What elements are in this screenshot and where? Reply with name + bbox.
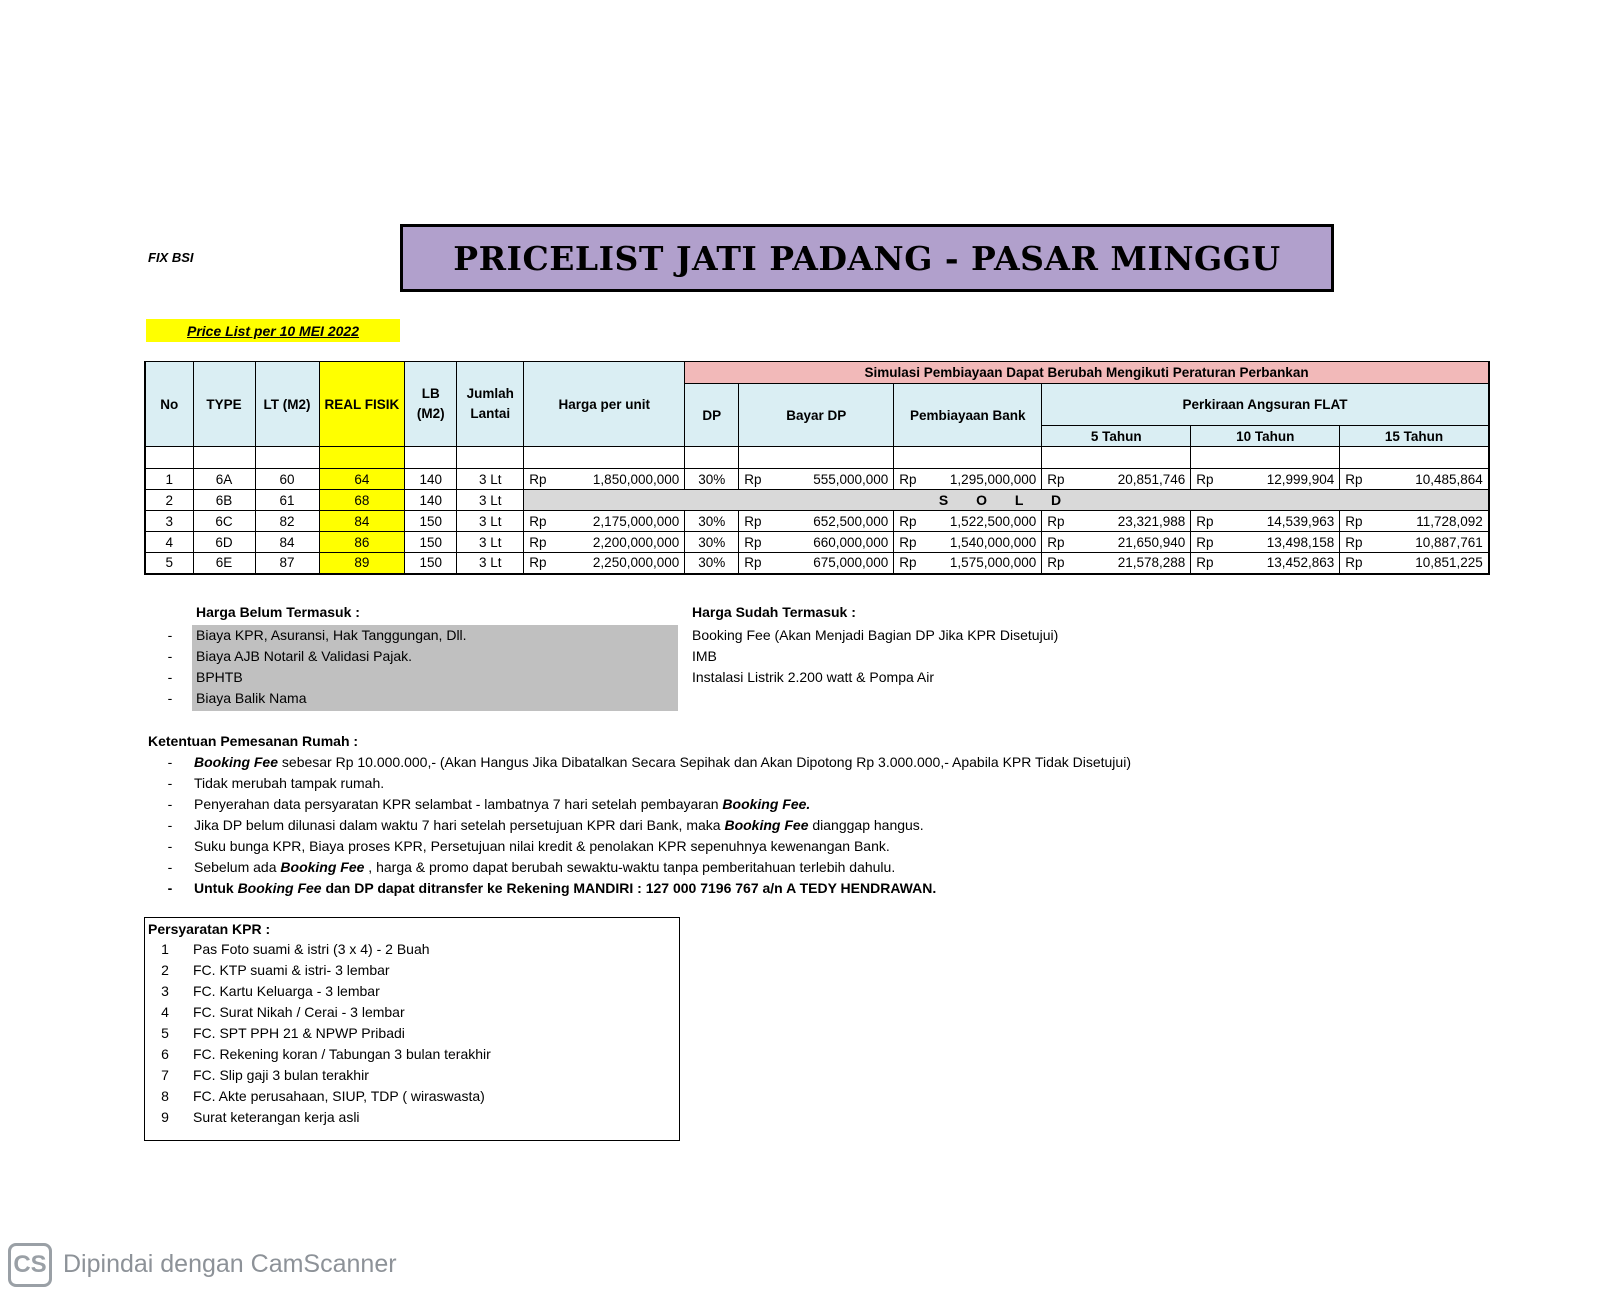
ketentuan-item: - Sebelum ada Booking Fee , harga & promo dapat berubah sewaktu-waktu tanpa pemberitahuan terlebih dahulu. [167,859,896,875]
currency-label: Rp [899,471,917,487]
cell-lt: 82 [255,511,319,532]
fix-bsi-label: FIX BSI [148,250,194,265]
header-type: TYPE [193,362,255,447]
currency-label: Rp [1047,471,1065,487]
amount-value: 13,452,863 [1266,555,1335,571]
currency-label: Rp [1196,555,1214,571]
header-5-tahun: 5 Tahun [1042,426,1191,447]
cell-lt: 60 [255,469,319,490]
cell-real-fisik: 64 [319,469,405,490]
ketentuan-item: - Tidak merubah tampak rumah. [167,775,385,791]
amount-value: 1,295,000,000 [949,471,1037,487]
persyaratan-title: Persyaratan KPR : [148,921,271,937]
currency-label: Rp [529,471,547,487]
harga-sudah-item: Instalasi Listrik 2.200 watt & Pompa Air [692,669,934,685]
cell-harga [524,532,685,553]
cell-jumlah-lantai: 3 Lt [457,553,524,574]
cell-angsuran-15 [1340,553,1489,574]
currency-label: Rp [1196,513,1214,529]
ketentuan-item: - Jika DP belum dilunasi dalam waktu 7 hari setelah persetujuan KPR dari Bank, maka Booking Fee dianggap hangus. [167,817,924,833]
cell-lt: 84 [255,532,319,553]
ketentuan-title: Ketentuan Pemesanan Rumah : [148,733,359,749]
persyaratan-item: 5 FC. SPT PPH 21 & NPWP Pribadi [161,1025,405,1041]
harga-belum-title: Harga Belum Termasuk : [196,604,360,620]
amount-value: 13,498,158 [1266,534,1335,550]
currency-label: Rp [744,471,762,487]
currency-label: Rp [1196,534,1214,550]
persyaratan-item: 9 Surat keterangan kerja asli [161,1109,360,1125]
currency-label: Rp [1345,534,1363,550]
cell-type: 6E [193,553,255,574]
cell-real-fisik: 68 [319,490,405,511]
cell-real-fisik: 86 [319,532,405,553]
cell-bayar-dp [739,469,894,490]
currency-label: Rp [899,555,917,571]
cell-angsuran-5 [1042,511,1191,532]
cell-bayar-dp [739,553,894,574]
header-angsuran: Perkiraan Angsuran FLAT [1042,384,1489,426]
cell-angsuran-5 [1042,553,1191,574]
camscanner-logo: CS [8,1243,52,1287]
table-row [145,511,1489,532]
amount-value: 660,000,000 [813,534,889,550]
cell-dp: 30% [685,469,739,490]
currency-label: Rp [899,534,917,550]
amount-value: 2,175,000,000 [592,513,680,529]
harga-belum-item: - Biaya AJB Notaril & Validasi Pajak. [167,648,413,664]
currency-label: Rp [1047,534,1065,550]
currency-label: Rp [1047,513,1065,529]
ketentuan-item: - Penyerahan data persyaratan KPR selambat - lambatnya 7 hari setelah pembayaran Booking Fee. [167,796,811,812]
cell-jumlah-lantai: 3 Lt [457,469,524,490]
header-lb: LB (M2) [405,362,457,447]
header-15-tahun: 15 Tahun [1340,426,1489,447]
cell-lt: 87 [255,553,319,574]
amount-value: 10,851,225 [1415,555,1483,571]
amount-value: 2,200,000,000 [592,534,680,550]
amount-value: 21,650,940 [1117,534,1186,550]
cell-jumlah-lantai: 3 Lt [457,490,524,511]
cell-angsuran-15 [1340,469,1489,490]
harga-sudah-item: Booking Fee (Akan Menjadi Bagian DP Jika KPR Disetujui) [692,627,1059,643]
cell-angsuran-15 [1340,532,1489,553]
cell-pembiayaan-bank [894,532,1042,553]
cell-pembiayaan-bank [894,511,1042,532]
amount-value: 14,539,963 [1266,513,1335,529]
cell-no: 5 [145,553,193,574]
page-title: PRICELIST JATI PADANG - PASAR MINGGU [453,238,1281,278]
currency-label: Rp [529,555,547,571]
header-jumlah-lantai: Jumlah Lantai [457,362,524,447]
amount-value: 10,485,864 [1415,471,1483,487]
cell-harga [524,469,685,490]
header-lt: LT (M2) [255,362,319,447]
table-row [145,469,1489,490]
table-row [145,532,1489,553]
currency-label: Rp [899,513,917,529]
cell-lb: 140 [405,469,457,490]
persyaratan-item: 8 FC. Akte perusahaan, SIUP, TDP ( wiraswasta) [161,1088,485,1104]
header-bayar-dp: Bayar DP [739,384,894,447]
pricelist-table [144,361,1490,575]
cell-harga [524,511,685,532]
cell-no: 2 [145,490,193,511]
cell-type: 6B [193,490,255,511]
cell-lb: 140 [405,490,457,511]
header-no: No [145,362,193,447]
cell-type: 6A [193,469,255,490]
harga-belum-list [160,625,680,709]
harga-sudah-list [692,625,1292,688]
amount-value: 652,500,000 [813,513,889,529]
harga-belum-item: - Biaya KPR, Asuransi, Hak Tanggungan, Dll. [167,627,467,643]
cell-dp: 30% [685,532,739,553]
harga-sudah-title: Harga Sudah Termasuk : [692,604,856,620]
header-real-fisik: REAL FISIK [319,362,405,447]
amount-value: 11,728,092 [1416,513,1483,529]
persyaratan-item: 3 FC. Kartu Keluarga - 3 lembar [161,983,380,999]
header-simulasi: Simulasi Pembiayaan Dapat Berubah Mengikuti Peraturan Perbankan [685,362,1489,384]
header-pembiayaan-bank: Pembiayaan Bank [894,384,1042,447]
cell-lt: 61 [255,490,319,511]
cell-jumlah-lantai: 3 Lt [457,532,524,553]
ketentuan-item: - Suku bunga KPR, Biaya proses KPR, Persetujuan nilai kredit & penolakan KPR sepenuhnya kewenangan Bank. [167,838,890,854]
amount-value: 1,522,500,000 [949,513,1037,529]
cell-type: 6D [193,532,255,553]
currency-label: Rp [1047,555,1065,571]
cell-angsuran-15 [1340,511,1489,532]
amount-value: 1,575,000,000 [949,555,1037,571]
pricelist-date: Price List per 10 MEI 2022 [146,319,400,342]
harga-sudah-item: IMB [692,648,717,664]
amount-value: 20,851,746 [1117,471,1186,487]
cell-angsuran-5 [1042,469,1191,490]
currency-label: Rp [744,534,762,550]
cell-bayar-dp [739,511,894,532]
amount-value: 10,887,761 [1415,534,1483,550]
persyaratan-item: 2 FC. KTP suami & istri- 3 lembar [161,962,390,978]
header-10-tahun: 10 Tahun [1191,426,1340,447]
cell-no: 4 [145,532,193,553]
cell-lb: 150 [405,511,457,532]
amount-value: 1,540,000,000 [949,534,1037,550]
cell-bayar-dp [739,532,894,553]
cell-type: 6C [193,511,255,532]
cell-dp: 30% [685,553,739,574]
amount-value: 23,321,988 [1117,513,1186,529]
title-banner [400,224,1334,292]
sold-label: S O L D [524,490,1489,511]
currency-label: Rp [529,513,547,529]
harga-belum-item: - BPHTB [167,669,243,685]
cell-angsuran-10 [1191,553,1340,574]
currency-label: Rp [744,555,762,571]
currency-label: Rp [1345,513,1363,529]
cell-lb: 150 [405,532,457,553]
cell-angsuran-10 [1191,469,1340,490]
amount-value: 675,000,000 [813,555,889,571]
persyaratan-item: 4 FC. Surat Nikah / Cerai - 3 lembar [161,1004,405,1020]
cell-no: 3 [145,511,193,532]
header-harga-per-unit: Harga per unit [524,362,685,447]
table-row [145,553,1489,574]
camscanner-watermark: Dipindai dengan CamScanner [63,1250,397,1278]
cell-jumlah-lantai: 3 Lt [457,511,524,532]
ketentuan-item: - Booking Fee sebesar Rp 10.000.000,- (Akan Hangus Jika Dibatalkan Secara Sepihak dan Akan Dipotong Rp 3.000.000,- Apabila KPR Tidak Disetujui) [167,754,1131,770]
persyaratan-item: 1 Pas Foto suami & istri (3 x 4) - 2 Buah [161,941,430,957]
amount-value: 2,250,000,000 [592,555,680,571]
amount-value: 555,000,000 [813,471,889,487]
cell-real-fisik: 84 [319,511,405,532]
cell-angsuran-10 [1191,532,1340,553]
amount-value: 12,999,904 [1266,471,1335,487]
cell-angsuran-10 [1191,511,1340,532]
currency-label: Rp [744,513,762,529]
ketentuan-list [160,752,1360,899]
table-row [145,490,1489,511]
cell-real-fisik: 89 [319,553,405,574]
currency-label: Rp [1345,471,1363,487]
persyaratan-item: 7 FC. Slip gaji 3 bulan terakhir [161,1067,369,1083]
amount-value: 1,850,000,000 [592,471,680,487]
cell-dp: 30% [685,511,739,532]
cell-angsuran-5 [1042,532,1191,553]
ketentuan-item: - Untuk Booking Fee dan DP dapat ditransfer ke Rekening MANDIRI : 127 000 7196 767 a/n A TEDY HENDRAWAN. [167,880,937,896]
currency-label: Rp [1196,471,1214,487]
harga-belum-item: - Biaya Balik Nama [167,690,307,706]
currency-label: Rp [1345,555,1363,571]
currency-label: Rp [529,534,547,550]
cell-no: 1 [145,469,193,490]
cell-pembiayaan-bank [894,469,1042,490]
amount-value: 21,578,288 [1117,555,1186,571]
cell-lb: 150 [405,553,457,574]
persyaratan-box [144,917,680,1141]
cell-pembiayaan-bank [894,553,1042,574]
cell-harga [524,553,685,574]
persyaratan-item: 6 FC. Rekening koran / Tabungan 3 bulan terakhir [161,1046,491,1062]
header-dp: DP [685,384,739,447]
